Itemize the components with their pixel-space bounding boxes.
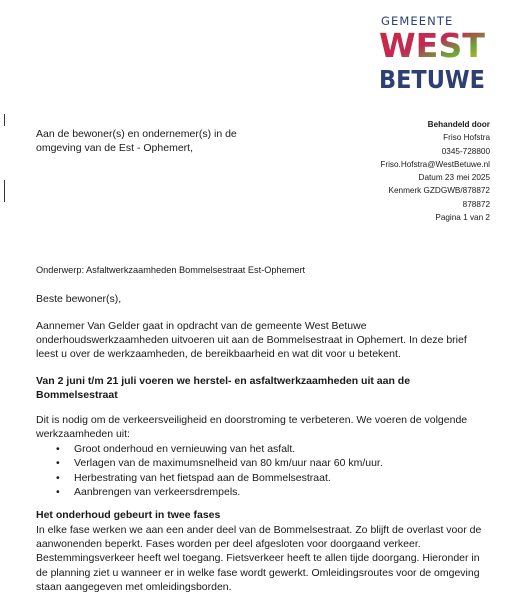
intro-paragraph: Aannemer Van Gelder gaat in opdracht van de gemeente West Betuwe onderhoudswerkzaamheden uitvoeren uit aan de Bommelsestraat in Ophemert. In deze brief leest u over de werkzaamheden, de bereikbaarheid en wat dit voor u betekent. — [36, 320, 467, 361]
list-item: • Verlagen van de maximumsnelheid van 80 km/uur naar 60 km/uur. — [56, 456, 383, 470]
sender-name: Friso Hofstra — [443, 133, 490, 143]
letter-reference: Kenmerk GZDGWB/878872 — [388, 186, 490, 196]
recipient-address — [36, 127, 237, 155]
sender-block — [380, 118, 490, 224]
sender-phone: 0345-728800 — [441, 146, 490, 156]
section-heading-works-period: Van 2 juni t/m 21 juli voeren we herstel- en asfaltwerkzaamheden uit aan de Bommelsestraat — [36, 375, 411, 401]
fold-mark-top — [4, 114, 5, 126]
works-intro-paragraph: Dit is nodig om de verkeersveiligheid en doorstroming te verbeteren. We voeren de volgende werkzaamheden uit: — [36, 414, 468, 441]
logo-betuwe-text: BETUWE — [379, 65, 485, 94]
list-item: • Herbestrating van het fietspad aan de Bommelsestraat. — [56, 471, 383, 485]
logo-west-text: WEST — [379, 26, 486, 65]
recipient-line-2: omgeving van de Est - Ophemert, — [36, 142, 193, 154]
list-item: • Groot onderhoud en vernieuwing van het asfalt. — [56, 442, 383, 456]
letter-date: Datum 23 mei 2025 — [418, 173, 490, 183]
logo-wordmark — [379, 26, 491, 94]
phases-paragraph: In elke fase werken we aan een ander deel van de Bommelsestraat. Zo blijft de overlast voor de aanwonenden beperkt. Fases worden per deel afgesloten voor doorgaand verkeer. Bestemmingsverkeer heeft wel toegang. Fietsverkeer heeft te allen tijde doorgang. Hieronder in de planning ziet u wanneer er in welke fase wordt gewerkt. Omleidingsroutes voor de omgeving staan aangegeven met omleidingsborden. — [36, 524, 482, 593]
recipient-line-1: Aan de bewoner(s) en ondernemer(s) in de — [36, 128, 237, 140]
works-list — [56, 442, 383, 499]
sender-email: Friso.Hofstra@WestBetuwe.nl — [380, 159, 490, 169]
section-heading-phases: Het onderhoud gebeurt in twee fases — [36, 509, 221, 521]
letter-reference-number: 878872 — [462, 199, 490, 209]
fold-mark-bottom — [4, 180, 5, 202]
list-item: • Aanbrengen van verkeersdrempels. — [56, 485, 383, 499]
letter-subject: Onderwerp: Asfaltwerkzaamheden Bommelsestraat Est-Ophemert — [36, 265, 306, 275]
sender-heading: Behandeld door — [427, 120, 490, 129]
salutation: Beste bewoner(s), — [36, 293, 122, 305]
logo-gemeente-text: GEMEENTE — [381, 14, 454, 28]
page-number: Pagina 1 van 2 — [435, 213, 490, 223]
